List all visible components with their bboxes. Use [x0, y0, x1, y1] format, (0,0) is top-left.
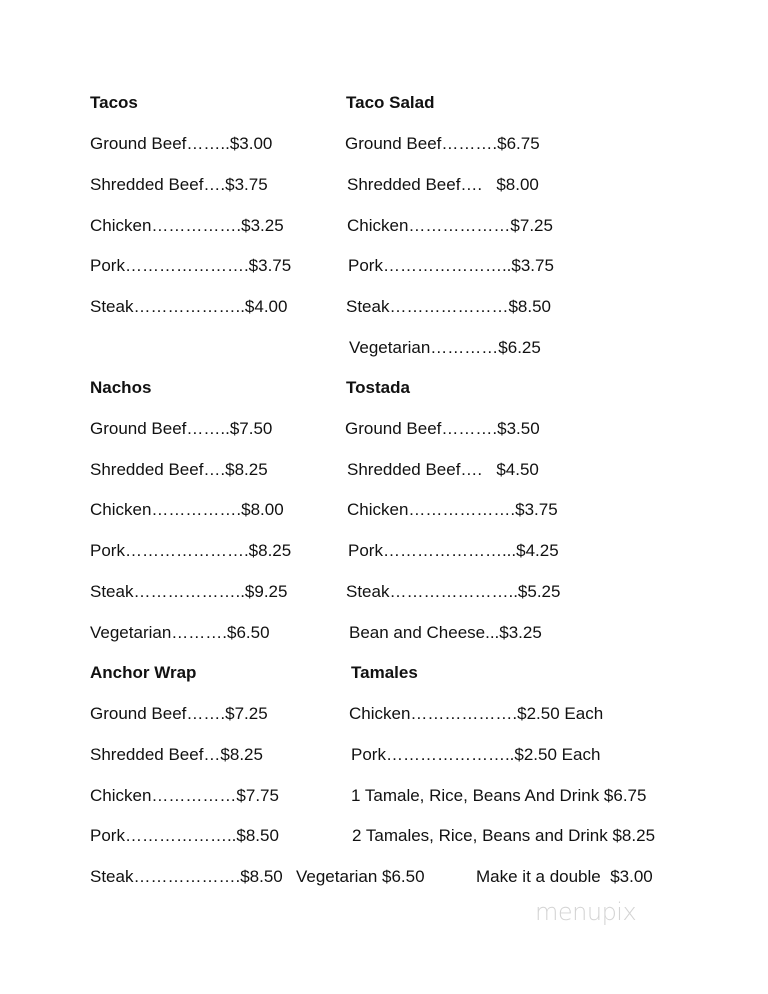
section-title-taco-salad: Taco Salad [346, 93, 435, 112]
menu-item: Chicken…………….$3.25 [90, 216, 284, 235]
menu-item: Chicken……………….$2.50 Each [349, 704, 604, 723]
menu-item: Pork………………..$8.50 [90, 826, 279, 845]
menu-item: Shredded Beef….$8.25 [90, 460, 268, 479]
menu-item: Pork…………………...$4.25 [348, 541, 559, 560]
menu-item: Steak……………….$8.50 [90, 867, 283, 886]
menu-item: Pork………………….$8.25 [90, 541, 292, 560]
menu-item: Steak………………..$4.00 [90, 297, 288, 316]
menu-item: Bean and Cheese...$3.25 [349, 623, 542, 642]
menu-item: Pork…………………..$2.50 Each [351, 745, 601, 764]
menu-item: Chicken………………$7.25 [347, 216, 553, 235]
menu-item: Ground Beef……….$6.75 [345, 134, 540, 153]
section-title-anchor-wrap: Anchor Wrap [90, 663, 197, 682]
menu-item-make-double: Make it a double $3.00 [476, 867, 653, 886]
menu-item: Shredded Beef…$8.25 [90, 745, 263, 764]
menu-item: Ground Beef……..$3.00 [90, 134, 273, 153]
menu-item: Steak…………………$8.50 [346, 297, 552, 316]
menu-item: Steak…………………..$5.25 [346, 582, 561, 601]
menu-item: Ground Beef……….$3.50 [345, 419, 540, 438]
section-title-nachos: Nachos [90, 378, 152, 397]
menu-item: Vegetarian……….$6.50 [90, 623, 270, 642]
menu-item: 1 Tamale, Rice, Beans And Drink $6.75 [351, 786, 647, 805]
menu-item: Pork………………….$3.75 [90, 256, 292, 275]
menu-item: Chicken…………….$8.00 [90, 500, 284, 519]
menu-item: 2 Tamales, Rice, Beans and Drink $8.25 [352, 826, 656, 845]
section-title-tamales: Tamales [351, 663, 418, 682]
menu-item: Ground Beef…….$7.25 [90, 704, 268, 723]
menu-item: Shredded Beef…. $8.00 [347, 175, 539, 194]
menu-item: Chicken……………$7.75 [90, 786, 279, 805]
menu-item: Steak………………..$9.25 [90, 582, 288, 601]
section-title-tacos: Tacos [90, 93, 138, 112]
menu-item-vegetarian: Vegetarian $6.50 [296, 867, 425, 886]
watermark-logo: menupix [535, 898, 637, 926]
menu-item: Shredded Beef…. $4.50 [347, 460, 539, 479]
menu-item: Shredded Beef….$3.75 [90, 175, 268, 194]
menu-item: Ground Beef……..$7.50 [90, 419, 273, 438]
section-title-tostada: Tostada [346, 378, 410, 397]
menu-item: Chicken……………….$3.75 [347, 500, 558, 519]
menu-item: Vegetarian…………$6.25 [349, 338, 541, 357]
menu-item: Pork…………………..$3.75 [348, 256, 554, 275]
